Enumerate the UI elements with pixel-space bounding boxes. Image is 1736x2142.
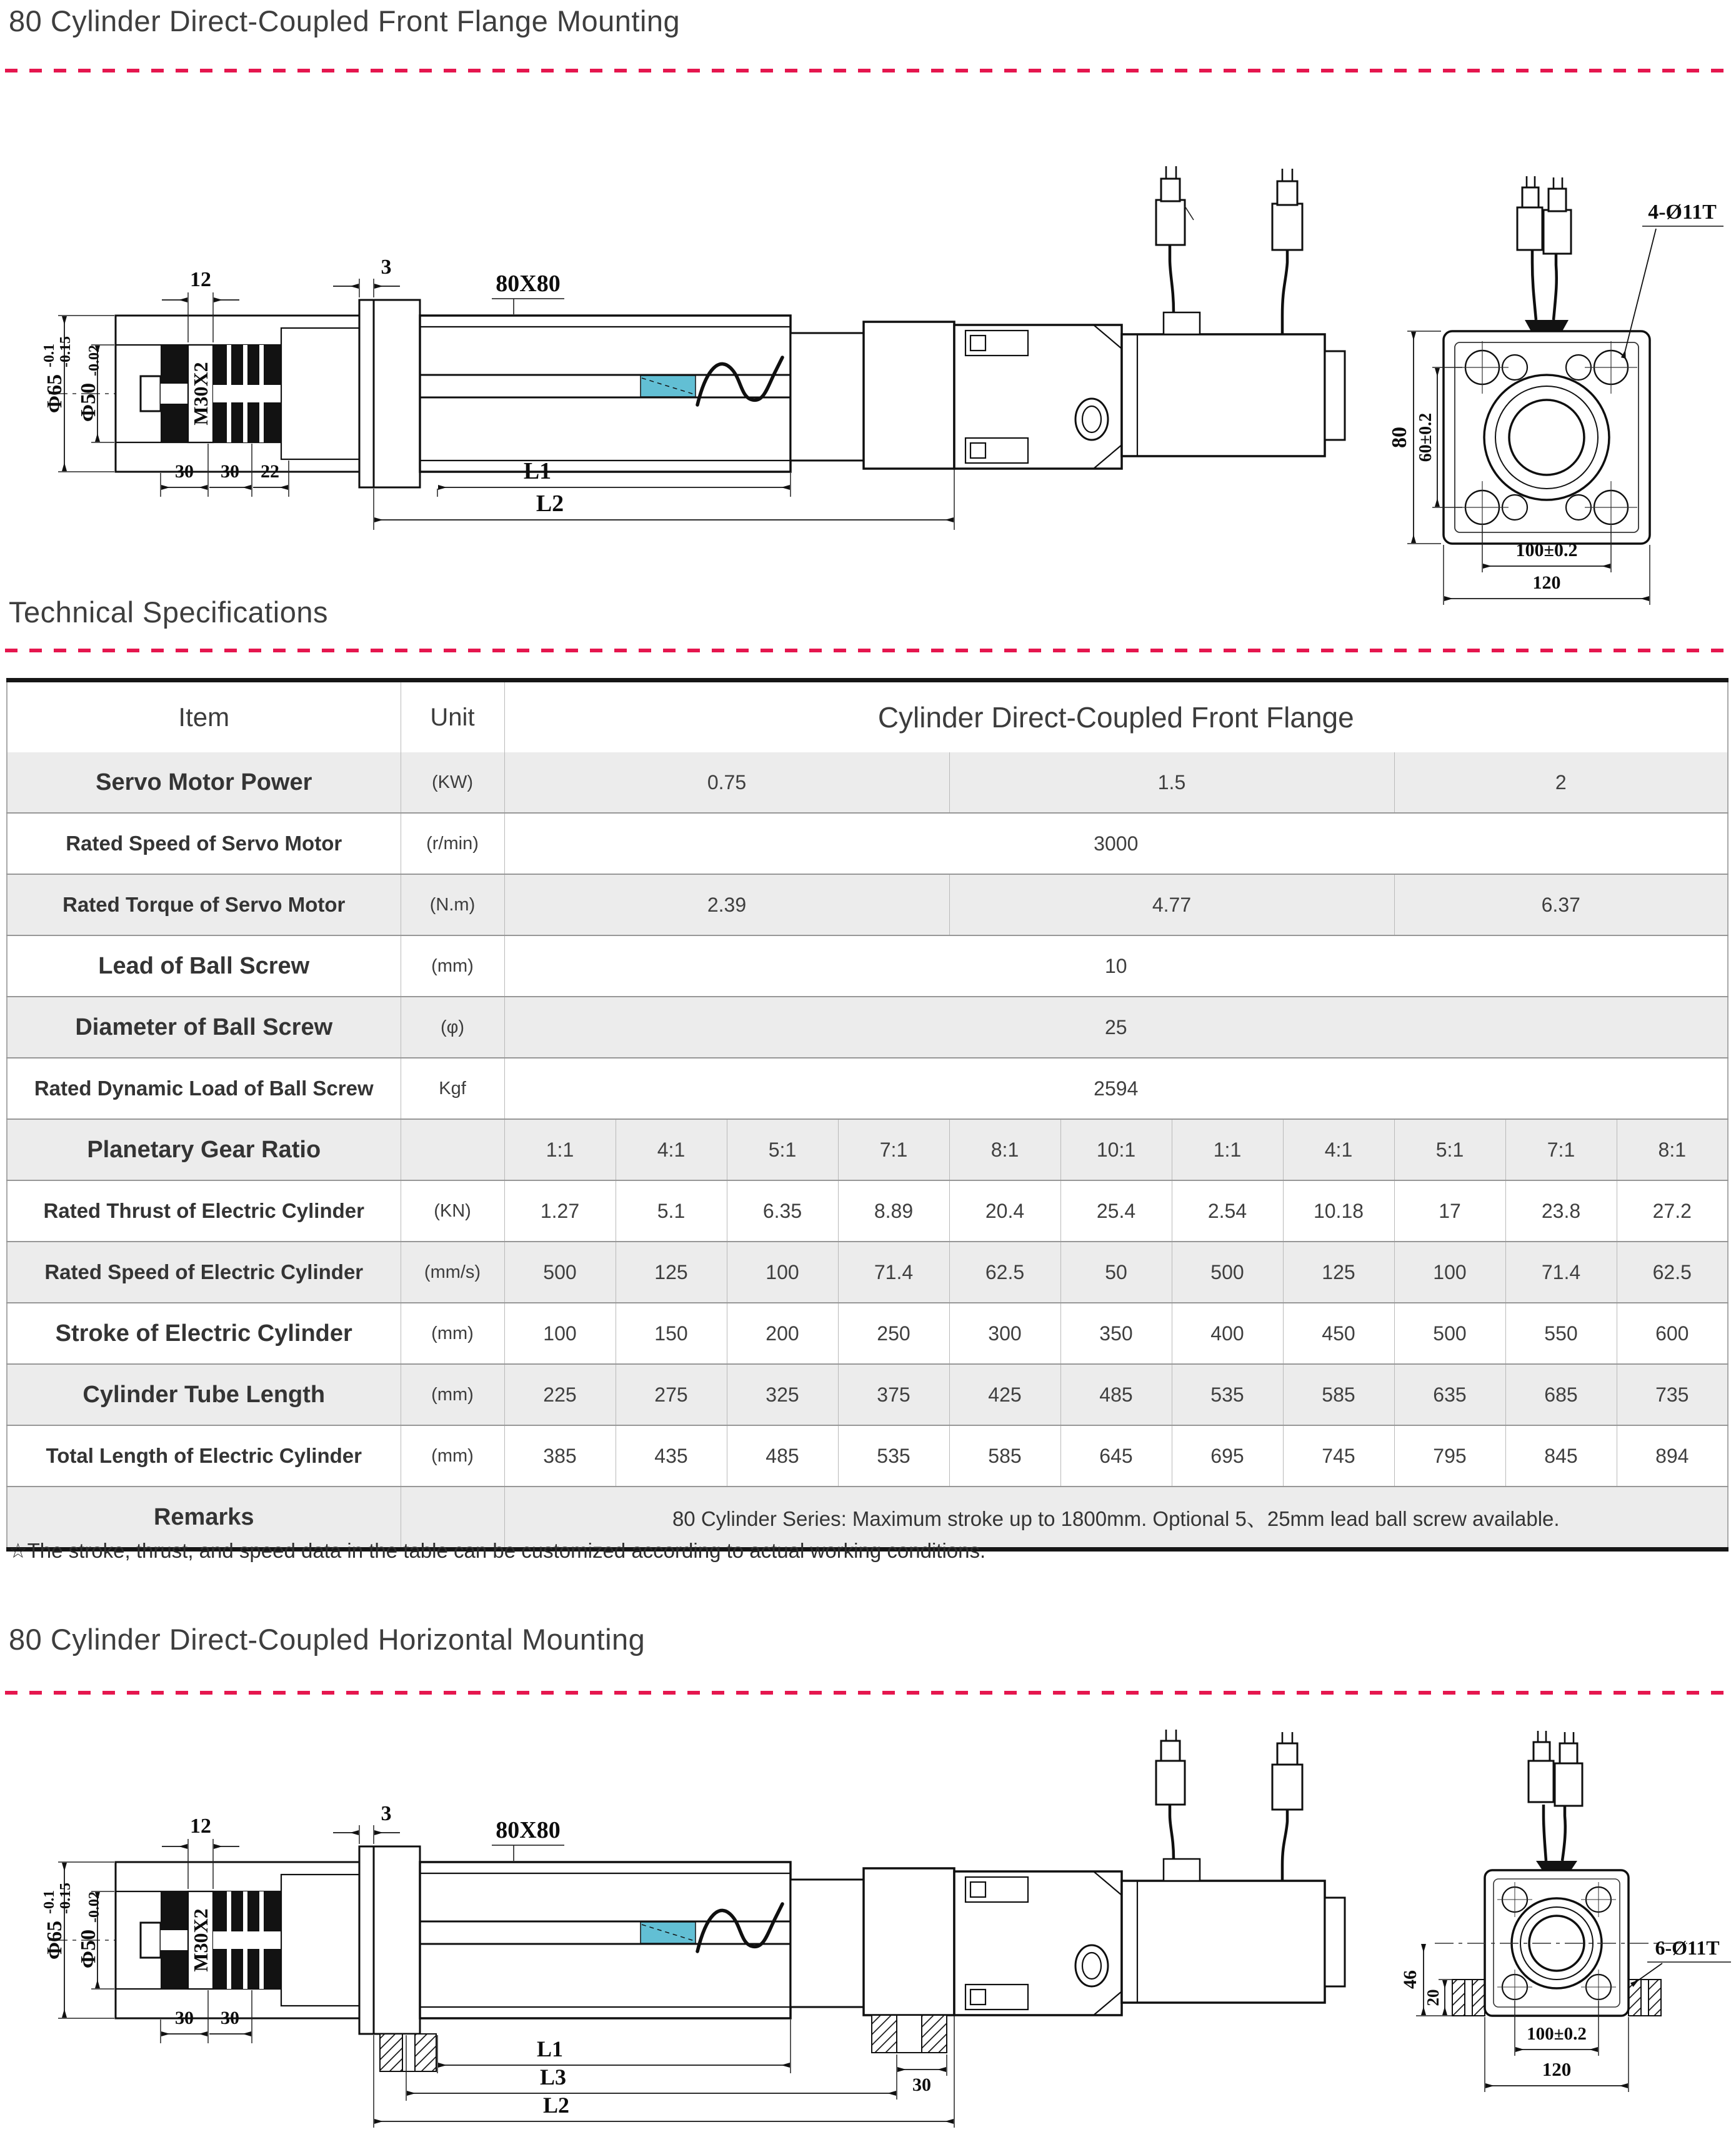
table-header-row [7, 680, 1728, 753]
spec-cell: 2 [1394, 752, 1728, 813]
spec-cell: 4.77 [949, 874, 1394, 935]
spec-row-unit: (KN) [401, 1180, 504, 1242]
spec-cell: 2594 [504, 1058, 1728, 1119]
spec-row-unit: (N.m) [401, 874, 504, 935]
section-title-specs: Technical Specifications [9, 595, 328, 629]
spec-cell: 2.54 [1172, 1180, 1283, 1242]
spec-row [7, 752, 1728, 813]
spec-cell: 4:1 [616, 1119, 727, 1180]
table-footnote: ☆The stroke, thrust, and speed data in the table can be customized according to actual working conditions. [9, 1539, 986, 1562]
flange-end-view [1388, 176, 1724, 605]
spec-cell: 500 [1172, 1242, 1283, 1303]
spec-cell: 62.5 [1617, 1242, 1728, 1303]
spec-cell: 8.89 [838, 1180, 949, 1242]
spec-cell: 325 [727, 1364, 838, 1425]
dim-120-label: 120 [1532, 572, 1561, 593]
spec-cell: 50 [1060, 1242, 1172, 1303]
spec-row-label: Planetary Gear Ratio [7, 1119, 401, 1180]
dim-30b-label: 30 [221, 461, 239, 482]
spec-cell: 8:1 [949, 1119, 1060, 1180]
spec-row-label: Rated Torque of Servo Motor [7, 874, 401, 935]
spec-cell: 695 [1172, 1425, 1283, 1487]
dia50-tol-lower: -0.02 [86, 345, 102, 376]
spec-row-unit: (r/min) [401, 813, 504, 874]
spec-cell: 80 Cylinder Series: Maximum stroke up to 1800mm. Optional 5、25mm lead ball screw available. [504, 1487, 1728, 1550]
dim-l2-label: L2 [542, 2093, 570, 2118]
spec-cell: 600 [1617, 1303, 1728, 1364]
servo-motor-body [1122, 334, 1325, 456]
spec-row-label: Total Length of Electric Cylinder [7, 1425, 401, 1487]
spec-row [7, 1180, 1728, 1242]
rod-end-detail [116, 316, 359, 472]
spec-cell: 500 [1394, 1303, 1505, 1364]
divider-dashed-2 [5, 649, 1731, 652]
dia65-label: Φ65 [43, 1920, 66, 1960]
dia50-tol-lower: -0.02 [86, 1891, 102, 1923]
spec-cell: 6.37 [1394, 874, 1728, 935]
dim-80x80-label: 80X80 [496, 1817, 561, 1843]
connector-2 [1272, 204, 1302, 250]
spec-cell: 1.5 [949, 752, 1394, 813]
spec-cell: 400 [1172, 1303, 1283, 1364]
spec-cell: 500 [504, 1242, 616, 1303]
diameter-dims [41, 316, 114, 472]
spec-cell: 685 [1505, 1364, 1617, 1425]
spec-cell: 585 [949, 1425, 1060, 1487]
dim-30a-label: 30 [175, 461, 194, 482]
dia65-tol-upper: -0.1 [41, 1890, 57, 1914]
servo-motor-body [1122, 1881, 1325, 2003]
spec-cell: 894 [1617, 1425, 1728, 1487]
spec-row-unit [401, 1119, 504, 1180]
page-title-front-flange: 80 Cylinder Direct-Coupled Front Flange Mounting [9, 4, 681, 37]
spec-cell: 4:1 [1283, 1119, 1394, 1180]
spec-row-unit: (mm) [401, 935, 504, 997]
spec-cell: 100 [1394, 1242, 1505, 1303]
spec-cell: 200 [727, 1303, 838, 1364]
spec-row-label: Remarks [7, 1487, 401, 1550]
dim-22-label: 22 [261, 461, 279, 482]
dia65-tol-lower: -0.15 [57, 336, 74, 367]
spec-cell: 3000 [504, 813, 1728, 874]
cylinder-tube [420, 1862, 791, 2018]
connector-1 [1156, 200, 1185, 245]
spec-cell: 20.4 [949, 1180, 1060, 1242]
spec-cell: 125 [1283, 1242, 1394, 1303]
spec-cell: 1:1 [1172, 1119, 1283, 1180]
spec-row-label: Servo Motor Power [7, 752, 401, 813]
spec-row [7, 997, 1728, 1058]
column-header-item: Item [7, 680, 401, 753]
dim-30c-label: 30 [912, 2075, 931, 2095]
dim-80x80-label: 80X80 [496, 271, 561, 297]
motor-cable-1 [1170, 1805, 1174, 1859]
rear-assembly [791, 166, 1345, 469]
mounting-foot-rear [872, 2015, 947, 2053]
connector-1 [1156, 1761, 1185, 1805]
dim-l1-label: L1 [523, 458, 552, 484]
connector-2 [1272, 1765, 1302, 1810]
flange-bore-outer [1484, 375, 1609, 500]
spec-cell: 300 [949, 1303, 1060, 1364]
dim-3-label: 3 [381, 256, 392, 279]
cable-elbow [1164, 312, 1200, 334]
spec-row-unit: (KW) [401, 752, 504, 813]
spec-cell: 8:1 [1617, 1119, 1728, 1180]
spec-row-label: Diameter of Ball Screw [7, 997, 401, 1058]
front-flange-block [374, 300, 420, 487]
spec-cell: 435 [616, 1425, 727, 1487]
spec-cell: 250 [838, 1303, 949, 1364]
spec-cell: 845 [1505, 1425, 1617, 1487]
spec-row-unit: (mm) [401, 1303, 504, 1364]
spec-row-unit: (mm) [401, 1364, 504, 1425]
dia50-label: Φ50 [77, 382, 100, 422]
end-block [864, 1868, 954, 2015]
spec-row-unit: Kgf [401, 1058, 504, 1119]
spec-cell: 10:1 [1060, 1119, 1172, 1180]
spec-cell: 25.4 [1060, 1180, 1172, 1242]
page-title-horizontal: 80 Cylinder Direct-Coupled Horizontal Mounting [9, 1623, 646, 1656]
motor-cable-2 [1282, 249, 1287, 334]
rod-end-detail [116, 1862, 359, 2018]
thread-spec-label: M30X2 [189, 1908, 212, 1972]
divider-dashed-1 [5, 69, 1731, 72]
dim-30a-label: 30 [175, 2008, 194, 2028]
spec-cell: 2.39 [504, 874, 949, 935]
spec-cell: 535 [1172, 1364, 1283, 1425]
spec-cell: 350 [1060, 1303, 1172, 1364]
flange-holes-label: 4-Ø11T [1648, 201, 1717, 224]
motor-cable-2 [1282, 1809, 1287, 1881]
front-flange-plate [359, 300, 374, 487]
spec-cell: 485 [727, 1425, 838, 1487]
dim-30b-label: 30 [221, 2008, 239, 2028]
column-header-unit: Unit [401, 680, 504, 753]
dia65-tol-lower: -0.15 [57, 1883, 74, 1914]
motor-rear-cap [1325, 351, 1345, 440]
spec-cell: 795 [1394, 1425, 1505, 1487]
spec-row-unit: (mm/s) [401, 1242, 504, 1303]
spec-cell: 5:1 [727, 1119, 838, 1180]
gearbox-hole [1075, 1945, 1108, 1986]
spec-cell: 745 [1283, 1425, 1394, 1487]
spec-row-label: Rated Dynamic Load of Ball Screw [7, 1058, 401, 1119]
spec-cell: 71.4 [838, 1242, 949, 1303]
spec-cell: 5:1 [1394, 1119, 1505, 1180]
spec-row [7, 1058, 1728, 1119]
mounting-foot-front [380, 2034, 436, 2071]
spec-row-label: Rated Thrust of Electric Cylinder [7, 1180, 401, 1242]
front-flange-drawing [0, 156, 1736, 619]
spec-cell: 635 [1394, 1364, 1505, 1425]
spec-cell: 735 [1617, 1364, 1728, 1425]
spec-cell: 7:1 [838, 1119, 949, 1180]
motor-cable-1 [1170, 245, 1174, 312]
spec-cell: 125 [616, 1242, 727, 1303]
spec-row [7, 1242, 1728, 1303]
spec-row-label: Cylinder Tube Length [7, 1364, 401, 1425]
dim-l2-label: L2 [536, 491, 564, 517]
gearbox-housing [954, 1871, 1122, 2015]
spec-cell: 645 [1060, 1425, 1172, 1487]
rod-tip [141, 376, 161, 411]
horizontal-mount-drawing [0, 1715, 1736, 2142]
spec-row-label: Lead of Ball Screw [7, 935, 401, 997]
dim-120-label: 120 [1542, 2058, 1572, 2080]
dim-46-label: 46 [1400, 1970, 1420, 1989]
spec-cell: 225 [504, 1364, 616, 1425]
spec-cell: 5.1 [616, 1180, 727, 1242]
front-plate [359, 1846, 374, 2034]
dim-100-label: 100±0.2 [1527, 2024, 1587, 2044]
dia65-tol-upper: -0.1 [41, 344, 57, 367]
spec-cell: 0.75 [504, 752, 949, 813]
rear-assembly [791, 1730, 1345, 2053]
thread-spec-label: M30X2 [189, 362, 212, 426]
spec-cell: 100 [727, 1242, 838, 1303]
spec-cell: 7:1 [1505, 1119, 1617, 1180]
dim-12-label: 12 [190, 1815, 211, 1838]
spec-row [7, 874, 1728, 935]
spec-cell: 425 [949, 1364, 1060, 1425]
spec-cell: 10 [504, 935, 1728, 997]
spec-row [7, 1425, 1728, 1487]
spec-row-unit: (φ) [401, 997, 504, 1058]
spec-cell: 535 [838, 1425, 949, 1487]
spec-cell: 62.5 [949, 1242, 1060, 1303]
spec-cell: 585 [1283, 1364, 1394, 1425]
gearbox-housing [954, 325, 1122, 469]
spec-cell: 450 [1283, 1303, 1394, 1364]
flange-end-view [1400, 1731, 1731, 2092]
cylinder-tube [420, 316, 791, 472]
front-block [374, 1846, 420, 2034]
spec-row [7, 1119, 1728, 1180]
dia65-label: Φ65 [43, 374, 66, 414]
dim-20-label: 20 [1424, 1989, 1442, 2006]
spec-cell: 10.18 [1283, 1180, 1394, 1242]
motor-rear-cap [1325, 1898, 1345, 1986]
spec-cell: 71.4 [1505, 1242, 1617, 1303]
dim-l3-label: L3 [539, 2065, 567, 2090]
gearbox-hole [1075, 399, 1108, 440]
flange-holes-label: 6-Ø11T [1655, 1936, 1720, 1959]
spec-row [7, 1364, 1728, 1425]
spec-cell: 23.8 [1505, 1180, 1617, 1242]
dim-3-label: 3 [381, 1802, 392, 1825]
dim-100-label: 100±0.2 [1515, 540, 1578, 560]
cable-elbow [1164, 1859, 1200, 1881]
specs-table [6, 678, 1729, 1552]
spec-cell: 375 [838, 1364, 949, 1425]
spec-cell: 150 [616, 1303, 727, 1364]
spec-cell: 27.2 [1617, 1180, 1728, 1242]
spec-row [7, 1303, 1728, 1364]
divider-dashed-3 [5, 1691, 1731, 1695]
spec-cell: 1:1 [504, 1119, 616, 1180]
spec-row-label: Rated Speed of Electric Cylinder [7, 1242, 401, 1303]
dim-l1-label: L1 [536, 2036, 564, 2061]
spec-cell: 1.27 [504, 1180, 616, 1242]
dim-12-label: 12 [190, 268, 211, 291]
dim-60-label: 60±0.2 [1416, 412, 1435, 462]
spec-row [7, 935, 1728, 997]
spec-cell: 100 [504, 1303, 616, 1364]
spec-cell: 485 [1060, 1364, 1172, 1425]
diameter-dims [41, 1862, 114, 2018]
spec-row-label: Rated Speed of Servo Motor [7, 813, 401, 874]
dim-80-label: 80 [1388, 427, 1411, 448]
spec-row-unit: (mm) [401, 1425, 504, 1487]
spec-cell: 17 [1394, 1180, 1505, 1242]
spec-cell: 275 [616, 1364, 727, 1425]
spec-cell: 550 [1505, 1303, 1617, 1364]
end-block [864, 322, 954, 469]
spec-cell: 385 [504, 1425, 616, 1487]
column-header-group: Cylinder Direct-Coupled Front Flange [504, 680, 1728, 753]
spec-cell: 6.35 [727, 1180, 838, 1242]
spec-row [7, 813, 1728, 874]
spec-cell: 25 [504, 997, 1728, 1058]
dia50-label: Φ50 [77, 1929, 100, 1969]
spec-row-label: Stroke of Electric Cylinder [7, 1303, 401, 1364]
